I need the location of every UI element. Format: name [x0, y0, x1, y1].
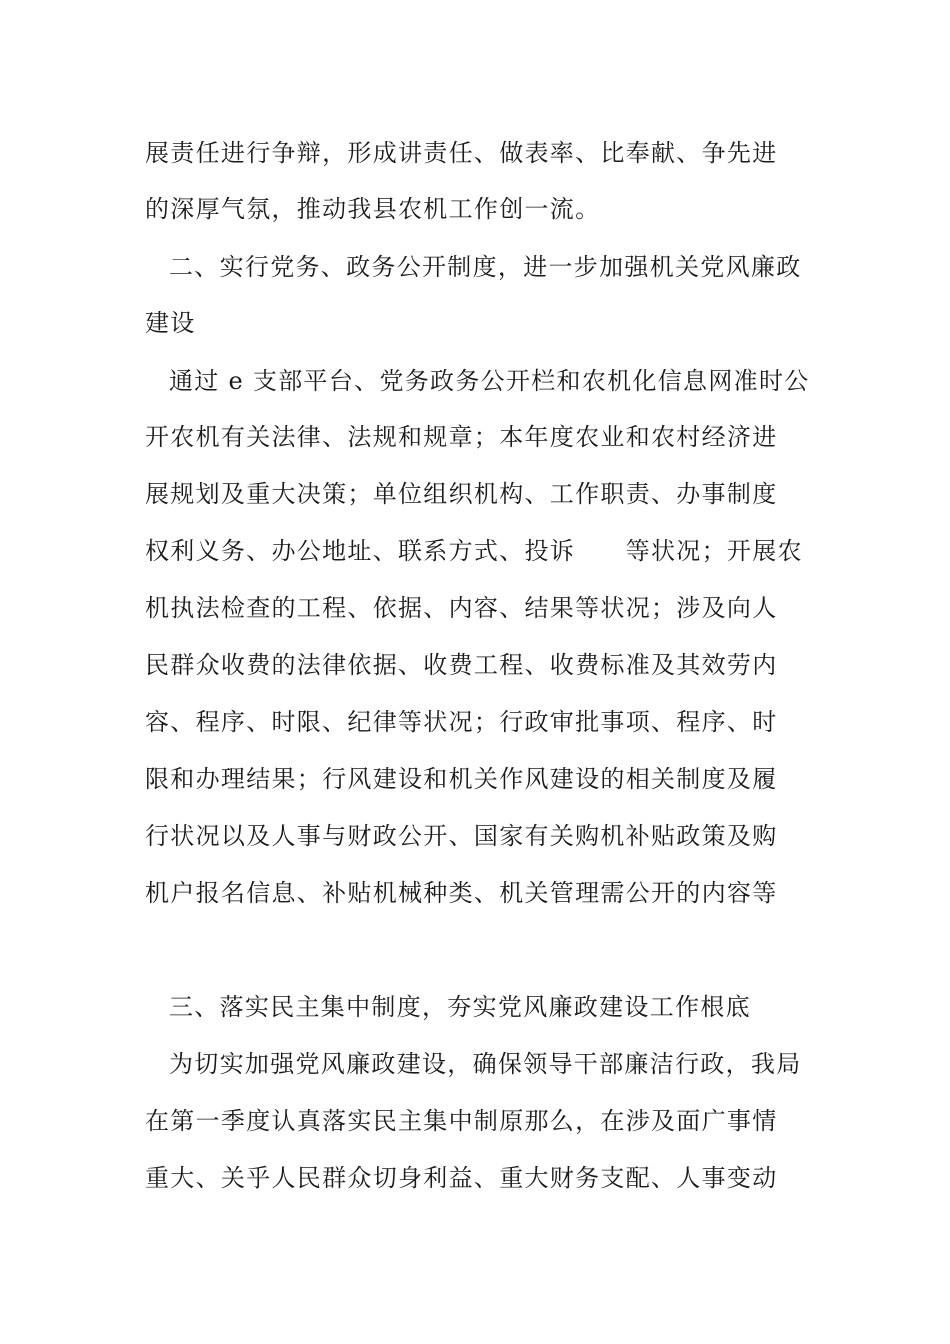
text-line-6: 开农机有关法律、法规和规章；本年度农业和农村经济进: [145, 423, 778, 451]
section-heading-2-cont: 建设: [145, 309, 196, 337]
text-line-18: 重大、关乎人民群众切身利益、重大财务支配、人事变动: [145, 1164, 778, 1192]
text-line-5: 通过 e 支部平台、党务政务公开栏和农机化信息网准时公: [169, 367, 810, 395]
text-line-8: 权利义务、办公地址、联系方式、投诉 等状况；开展农: [145, 537, 803, 565]
text-line-12: 限和办理结果；行风建设和机关作风建设的相关制度及履: [145, 765, 778, 793]
text-line-9: 机执法检查的工程、依据、内容、结果等状况；涉及向人: [145, 594, 778, 622]
text-line-2: 的深厚气氛，推动我县农机工作创一流。: [145, 195, 601, 223]
text-line-14: 机户报名信息、补贴机械种类、机关管理需公开的内容等: [145, 879, 778, 907]
text-line-11: 容、程序、时限、纪律等状况；行政审批事项、程序、时: [145, 708, 778, 736]
text-line-10: 民群众收费的法律依据、收费工程、收费标准及其效劳内: [145, 651, 778, 679]
section-heading-2: 二、实行党务、政务公开制度，进一步加强机关党风廉政: [169, 253, 802, 281]
text-line-13: 行状况以及人事与财政公开、国家有关购机补贴政策及购: [145, 822, 778, 850]
text-line-17: 在第一季度认真落实民主集中制原那么，在涉及面广事情: [145, 1107, 778, 1135]
text-line-1: 展责任进行争辩，形成讲责任、做表率、比奉献、争先进: [145, 139, 778, 167]
text-line-7: 展规划及重大决策；单位组织机构、工作职责、办事制度: [145, 480, 778, 508]
text-line-16: 为切实加强党风廉政建设，确保领导干部廉洁行政，我局: [169, 1050, 802, 1078]
section-heading-3: 三、落实民主集中制度，夯实党风廉政建设工作根底: [169, 993, 751, 1021]
